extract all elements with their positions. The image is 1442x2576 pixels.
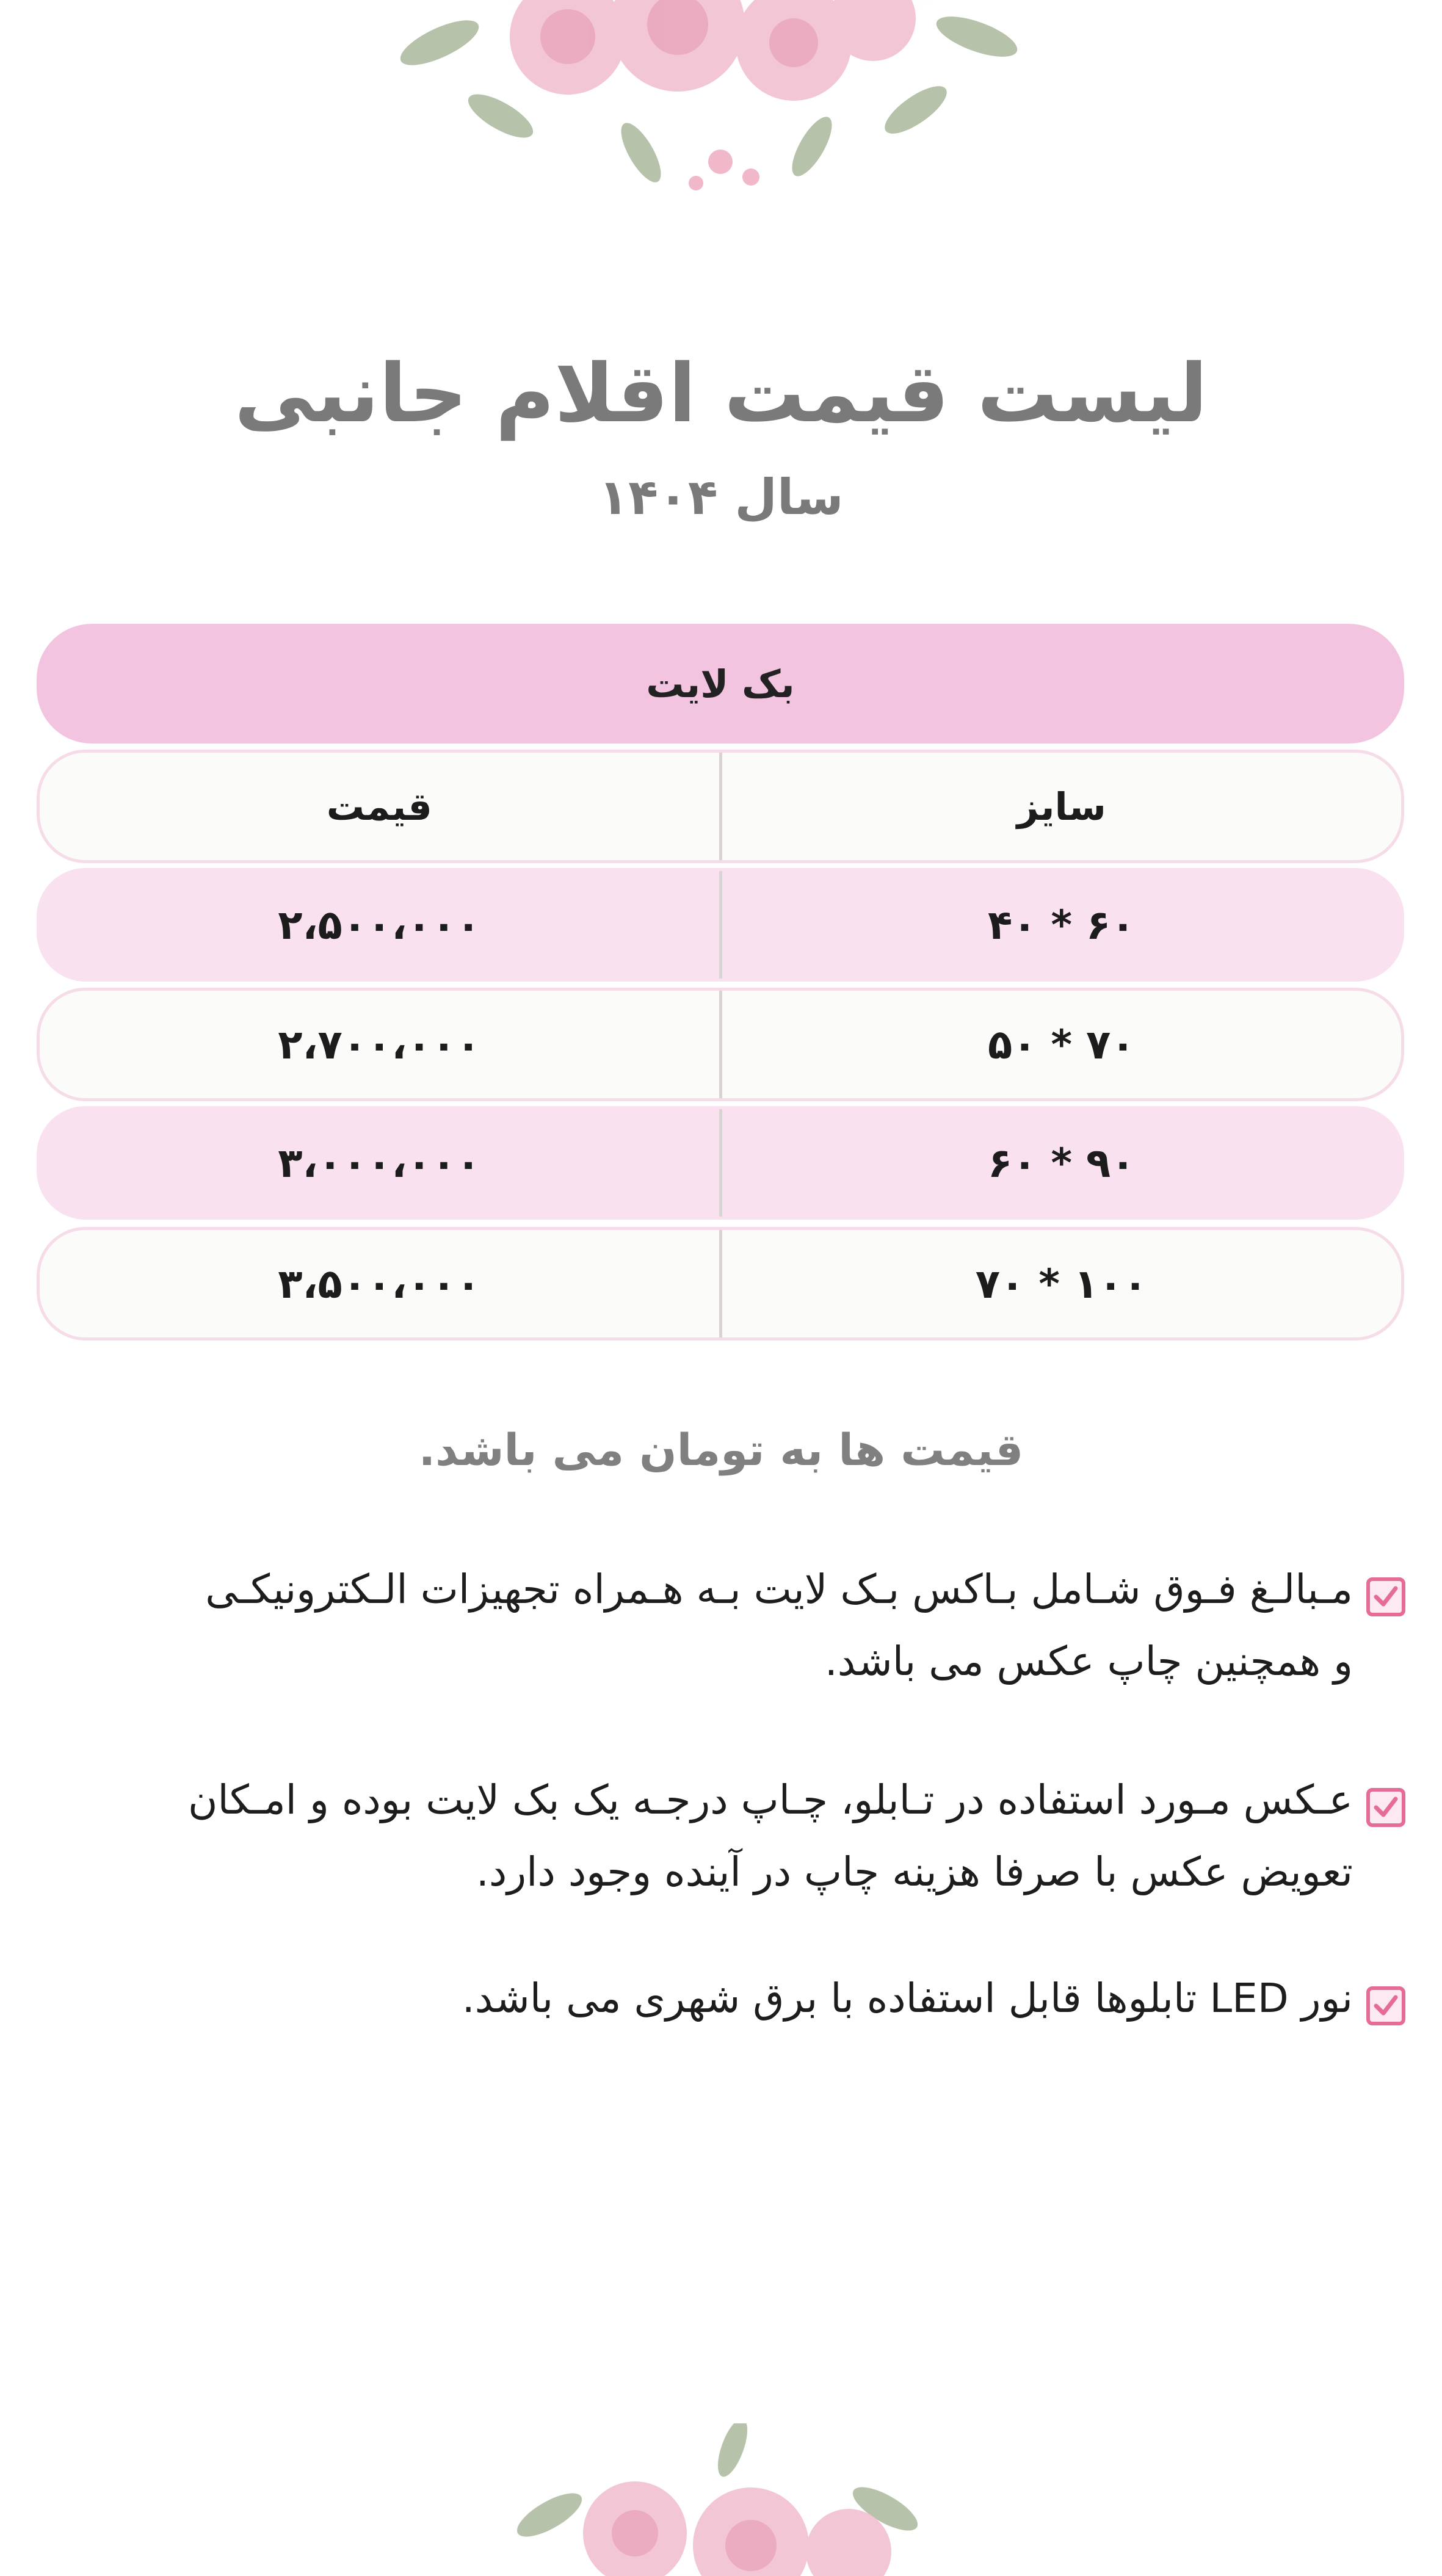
checkbox-icon [1366,1577,1405,1616]
size-cell: ۶۰ * ۴۰ [719,871,1402,979]
bullet-item [32,1975,1405,2050]
table-row [37,1106,1404,1220]
bullet-text-line: عـکس مـورد استفاده در تـابلو، چـاپ درجـه یک بک لایت بوده و امـکان [187,1776,1353,1823]
column-header-size: سایز [719,753,1402,860]
price-cell: ۳،۵۰۰،۰۰۰ [278,1260,481,1308]
page-subtitle: سال ۱۴۰۴ [598,469,844,526]
table-row [37,1227,1404,1340]
table-row [37,868,1404,982]
floral-decoration-top [0,0,1442,208]
table-header-row [37,750,1404,863]
price-cell: ۲،۷۰۰،۰۰۰ [278,1021,481,1068]
column-header-price: قیمت [326,784,432,829]
bullet-text-line: تعویض عکس با صرفا هزینه چاپ در آینده وجود دارد. [476,1848,1353,1895]
price-cell: ۳،۰۰۰،۰۰۰ [278,1139,481,1187]
size-cell: ۱۰۰ * ۷۰ [719,1230,1402,1337]
bullet-text-line: نور LED تابلوها قابل استفاده با برق شهری می باشد. [462,1975,1353,2022]
price-cell: ۲،۵۰۰،۰۰۰ [278,901,481,949]
size-cell: ۹۰ * ۶۰ [719,1109,1402,1217]
bullet-item [32,1566,1405,1713]
bullet-item [32,1776,1405,1923]
bullet-text-line: مـبالـغ فـوق شـامل بـاکس بـک لایت بـه هـمراه تجهیزات الـکترونیکـی [205,1566,1353,1613]
floral-decoration-bottom [0,2423,1442,2576]
page-title: لیست قیمت اقلام جانبی [234,347,1208,441]
size-cell: ۷۰ * ۵۰ [719,991,1402,1098]
checkbox-icon [1366,1788,1405,1827]
bullet-text-line: و همچنین چاپ عکس می باشد. [824,1638,1353,1685]
currency-note: قیمت ها به تومان می باشد. [418,1424,1024,1475]
table-row [37,988,1404,1101]
checkbox-icon [1366,1986,1405,2025]
table-heading: بک لایت [37,624,1404,743]
